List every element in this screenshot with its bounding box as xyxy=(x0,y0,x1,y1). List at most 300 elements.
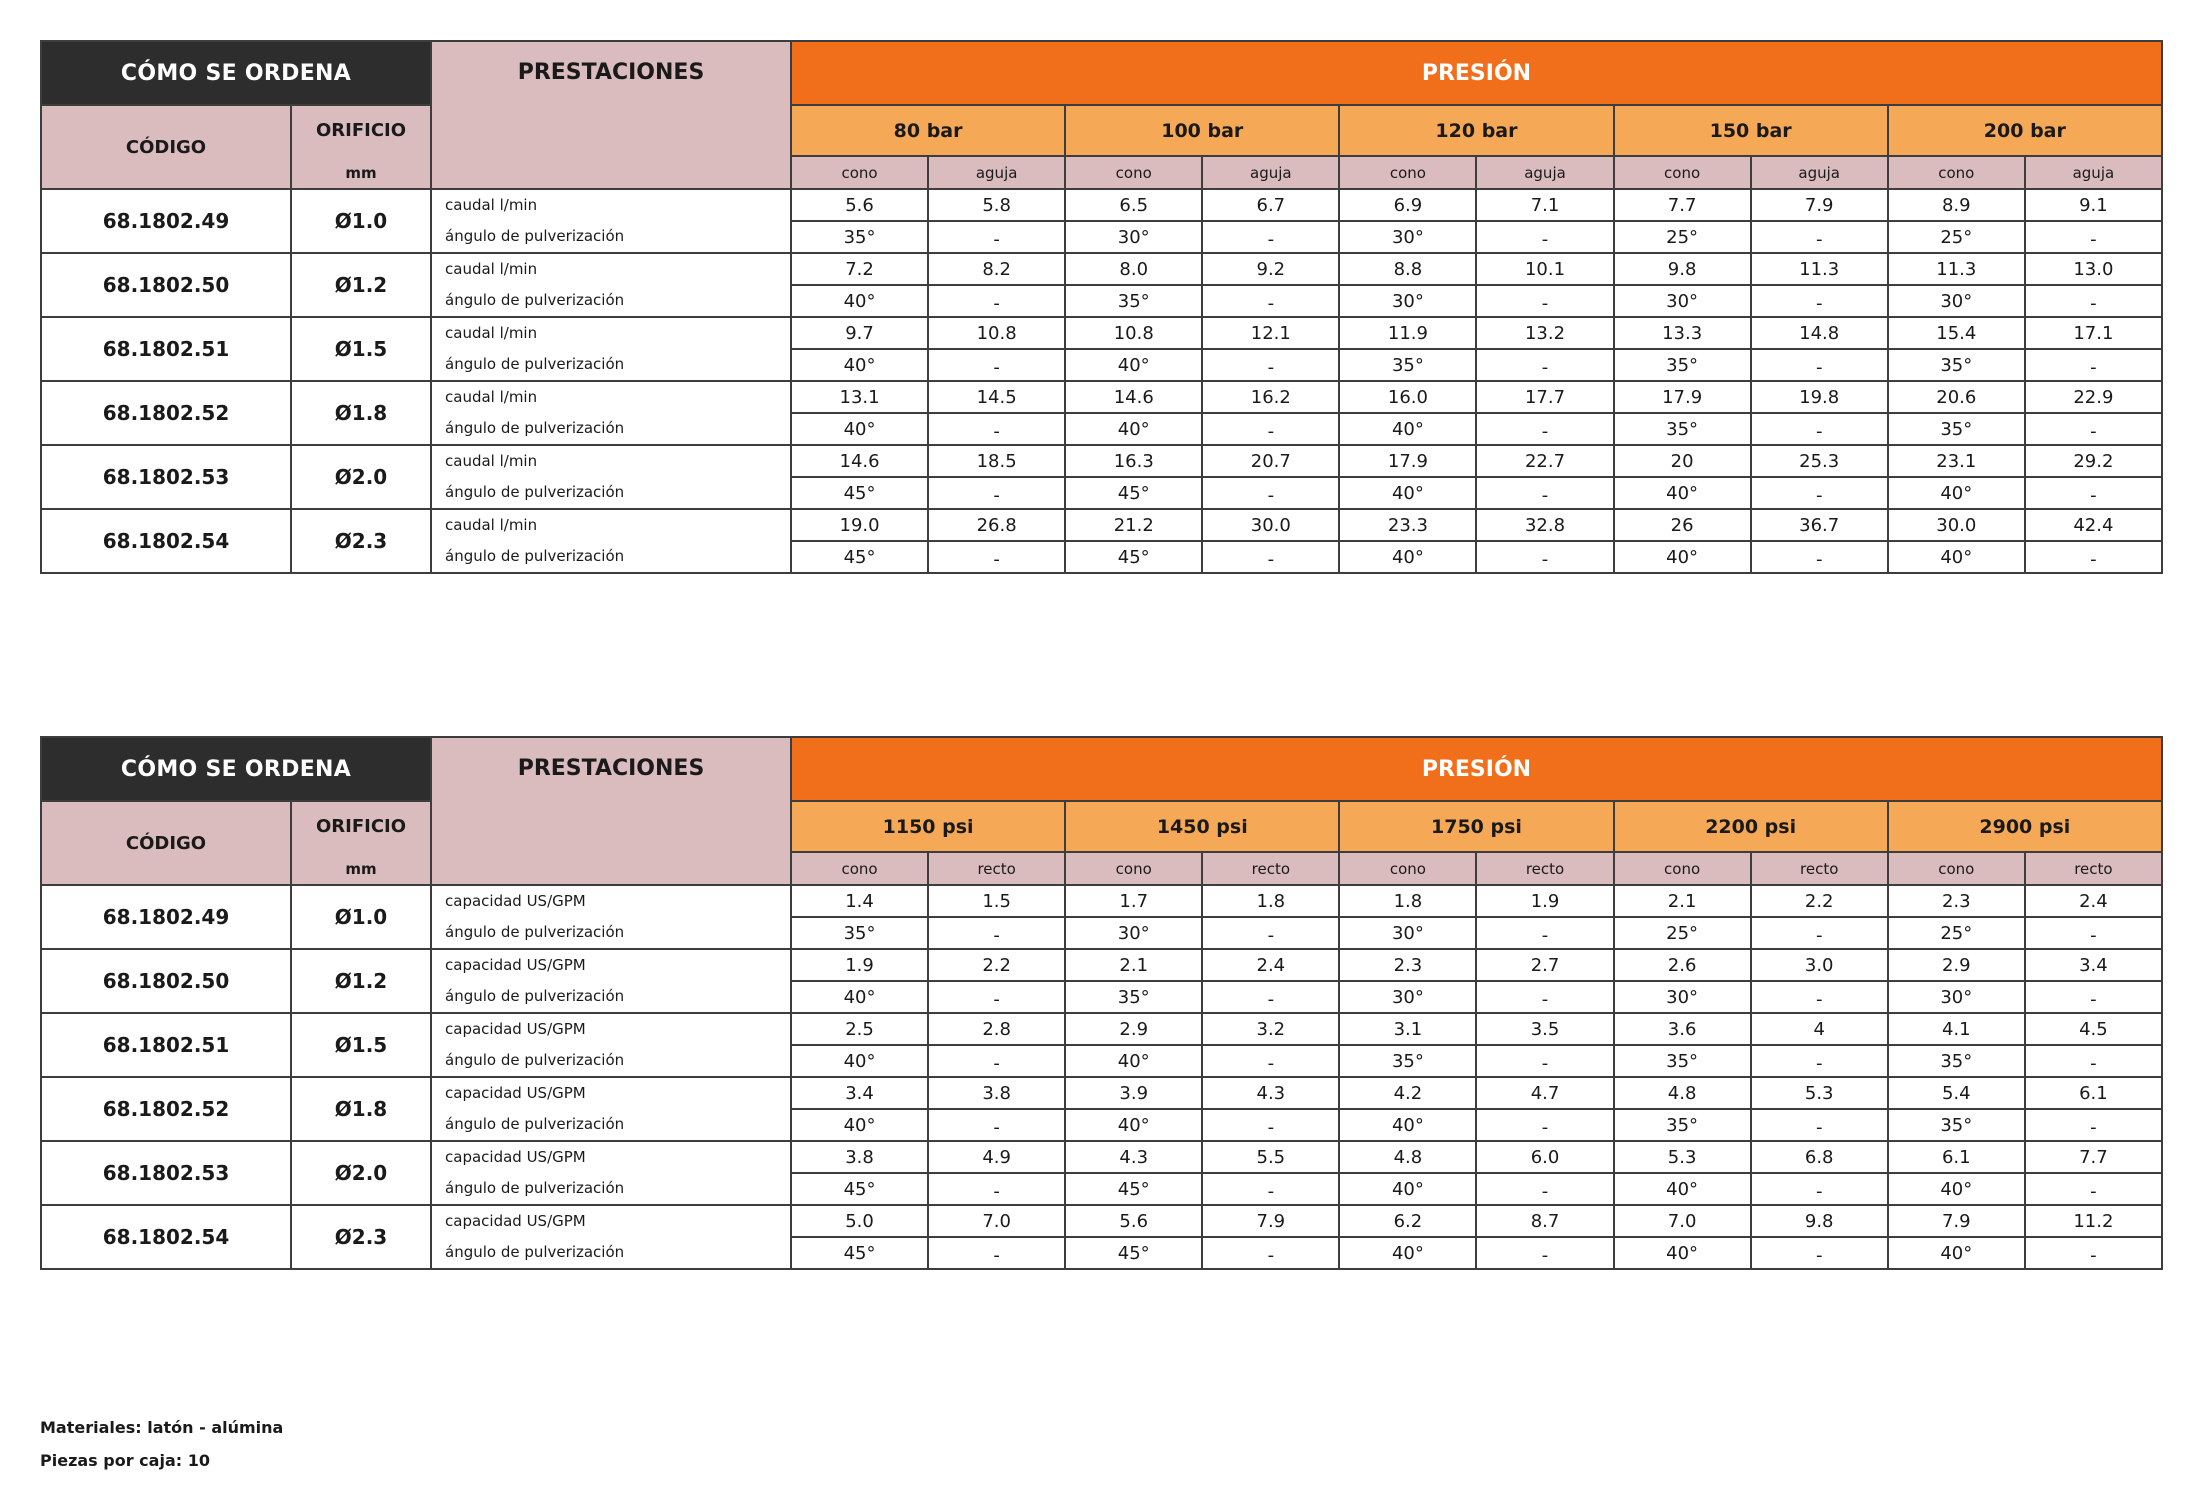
angle-value: - xyxy=(2025,1109,2162,1141)
flow-value: 5.0 xyxy=(791,1205,928,1237)
angle-value: 35° xyxy=(1888,1045,2025,1077)
flow-value: 1.7 xyxy=(1065,885,1202,917)
orifice-size: Ø1.8 xyxy=(291,381,431,445)
performance-labels xyxy=(431,1077,791,1141)
product-code: 68.1802.49 xyxy=(41,189,291,253)
pressure-level-header: 2200 psi xyxy=(1614,801,1888,852)
angle-value: 30° xyxy=(1339,917,1476,949)
flow-value: 11.3 xyxy=(1751,253,1888,285)
angle-value: - xyxy=(1202,285,1339,317)
orifice-size: Ø1.5 xyxy=(291,1013,431,1077)
performance-labels xyxy=(431,509,791,573)
angle-value: 40° xyxy=(1065,1045,1202,1077)
performance-labels xyxy=(431,1205,791,1269)
flow-value: 4.8 xyxy=(1614,1077,1751,1109)
flow-value: 29.2 xyxy=(2025,445,2162,477)
performance-label-stack xyxy=(432,318,790,380)
flow-value: 5.3 xyxy=(1751,1077,1888,1109)
angle-value: 25° xyxy=(1614,917,1751,949)
performance-label-stack xyxy=(432,1142,790,1204)
angle-value: - xyxy=(928,1173,1065,1205)
flow-value: 2.3 xyxy=(1339,949,1476,981)
performance-label-stack xyxy=(432,1078,790,1140)
code-header: CÓDIGO xyxy=(41,105,291,189)
spray-type-header: cono xyxy=(1339,156,1476,189)
flow-value: 8.8 xyxy=(1339,253,1476,285)
flow-value: 14.6 xyxy=(1065,381,1202,413)
angle-value: - xyxy=(928,413,1065,445)
angle-value: - xyxy=(2025,285,2162,317)
angle-value: - xyxy=(1751,1109,1888,1141)
angle-value: - xyxy=(1751,1045,1888,1077)
angle-value: 45° xyxy=(791,1237,928,1269)
flow-value: 23.1 xyxy=(1888,445,2025,477)
flow-value: 7.7 xyxy=(1614,189,1751,221)
table-row xyxy=(41,445,2162,477)
flow-value: 4.7 xyxy=(1476,1077,1613,1109)
angle-value: 40° xyxy=(1065,1109,1202,1141)
flow-value: 7.9 xyxy=(1202,1205,1339,1237)
flow-value: 1.8 xyxy=(1339,885,1476,917)
performance-label-stack xyxy=(432,886,790,948)
flow-value: 11.9 xyxy=(1339,317,1476,349)
flow-value: 7.2 xyxy=(791,253,928,285)
angle-value: 35° xyxy=(1614,1109,1751,1141)
angle-value: 35° xyxy=(791,917,928,949)
flow-value: 2.8 xyxy=(928,1013,1065,1045)
performance-labels xyxy=(431,1141,791,1205)
pressure-level-header: 1450 psi xyxy=(1065,801,1339,852)
flow-value: 2.4 xyxy=(1202,949,1339,981)
table-row xyxy=(41,317,2162,349)
performance-labels xyxy=(431,189,791,253)
flow-value: 3.4 xyxy=(791,1077,928,1109)
angle-label: ángulo de pulverización xyxy=(445,987,625,1005)
angle-value: 40° xyxy=(1888,1237,2025,1269)
flow-value: 42.4 xyxy=(2025,509,2162,541)
flow-label: caudal l/min xyxy=(445,452,538,470)
flow-value: 17.7 xyxy=(1476,381,1613,413)
spray-type-header: cono xyxy=(791,852,928,885)
angle-value: 40° xyxy=(1339,1237,1476,1269)
spray-type-header: recto xyxy=(1476,852,1613,885)
angle-value: - xyxy=(1751,541,1888,573)
flow-value: 36.7 xyxy=(1751,509,1888,541)
spray-type-header: aguja xyxy=(1202,156,1339,189)
flow-value: 4.9 xyxy=(928,1141,1065,1173)
angle-label: ángulo de pulverización xyxy=(445,1179,625,1197)
flow-value: 19.8 xyxy=(1751,381,1888,413)
angle-value: - xyxy=(2025,349,2162,381)
angle-value: - xyxy=(928,477,1065,509)
orifice-size: Ø1.2 xyxy=(291,949,431,1013)
angle-value: 45° xyxy=(1065,541,1202,573)
flow-value: 2.3 xyxy=(1888,885,2025,917)
angle-value: 35° xyxy=(791,221,928,253)
flow-value: 16.0 xyxy=(1339,381,1476,413)
spray-type-header: aguja xyxy=(928,156,1065,189)
flow-value: 3.8 xyxy=(791,1141,928,1173)
header-row-top xyxy=(41,41,2162,105)
flow-value: 5.4 xyxy=(1888,1077,2025,1109)
spray-type-header: cono xyxy=(1888,156,2025,189)
flow-value: 30.0 xyxy=(1202,509,1339,541)
flow-value: 17.9 xyxy=(1339,445,1476,477)
angle-value: 40° xyxy=(1339,413,1476,445)
flow-value: 9.8 xyxy=(1614,253,1751,285)
pressure-level-header: 1750 psi xyxy=(1339,801,1613,852)
angle-value: 30° xyxy=(1339,285,1476,317)
angle-value: 35° xyxy=(1888,1109,2025,1141)
flow-value: 9.2 xyxy=(1202,253,1339,285)
angle-value: 45° xyxy=(1065,1173,1202,1205)
orifice-header-label: ORIFICIO xyxy=(315,816,407,837)
angle-value: - xyxy=(1202,1237,1339,1269)
table-row xyxy=(41,949,2162,981)
angle-value: - xyxy=(1476,917,1613,949)
flow-value: 7.0 xyxy=(1614,1205,1751,1237)
flow-value: 2.9 xyxy=(1888,949,2025,981)
pressure-level-header: 150 bar xyxy=(1614,105,1888,156)
orifice-size: Ø1.0 xyxy=(291,189,431,253)
flow-value: 8.2 xyxy=(928,253,1065,285)
flow-value: 16.2 xyxy=(1202,381,1339,413)
performance-label-stack xyxy=(432,510,790,572)
flow-value: 3.2 xyxy=(1202,1013,1339,1045)
flow-value: 3.9 xyxy=(1065,1077,1202,1109)
angle-value: - xyxy=(1751,1173,1888,1205)
angle-value: - xyxy=(2025,221,2162,253)
flow-value: 6.0 xyxy=(1476,1141,1613,1173)
angle-value: - xyxy=(1202,221,1339,253)
performance-label-stack xyxy=(432,254,790,316)
flow-value: 14.8 xyxy=(1751,317,1888,349)
angle-value: 40° xyxy=(1065,349,1202,381)
flow-value: 20 xyxy=(1614,445,1751,477)
performance-label-stack xyxy=(432,382,790,444)
flow-label: capacidad US/GPM xyxy=(445,1212,586,1230)
angle-value: 25° xyxy=(1888,221,2025,253)
angle-value: - xyxy=(1202,1109,1339,1141)
angle-value: 40° xyxy=(1614,1237,1751,1269)
angle-value: 35° xyxy=(1065,981,1202,1013)
flow-label: capacidad US/GPM xyxy=(445,956,586,974)
spray-type-header: cono xyxy=(791,156,928,189)
orifice-size: Ø2.3 xyxy=(291,509,431,573)
angle-value: 25° xyxy=(1614,221,1751,253)
flow-value: 14.5 xyxy=(928,381,1065,413)
pressure-level-header: 80 bar xyxy=(791,105,1065,156)
angle-value: - xyxy=(1476,981,1613,1013)
flow-value: 7.9 xyxy=(1751,189,1888,221)
angle-value: - xyxy=(1751,413,1888,445)
flow-label: caudal l/min xyxy=(445,388,538,406)
flow-value: 4.1 xyxy=(1888,1013,2025,1045)
spray-type-header: aguja xyxy=(1476,156,1613,189)
flow-value: 22.9 xyxy=(2025,381,2162,413)
angle-label: ángulo de pulverización xyxy=(445,419,625,437)
angle-value: - xyxy=(1202,1173,1339,1205)
pressure-level-header: 1150 psi xyxy=(791,801,1065,852)
flow-value: 11.3 xyxy=(1888,253,2025,285)
angle-value: 45° xyxy=(791,1173,928,1205)
performance-labels xyxy=(431,445,791,509)
flow-value: 8.0 xyxy=(1065,253,1202,285)
flow-value: 3.5 xyxy=(1476,1013,1613,1045)
flow-value: 3.0 xyxy=(1751,949,1888,981)
angle-value: 40° xyxy=(1614,541,1751,573)
angle-value: 25° xyxy=(1888,917,2025,949)
flow-value: 20.6 xyxy=(1888,381,2025,413)
angle-value: - xyxy=(1751,477,1888,509)
spray-type-header: cono xyxy=(1888,852,2025,885)
angle-value: - xyxy=(1751,1237,1888,1269)
angle-value: 30° xyxy=(1065,917,1202,949)
flow-value: 1.8 xyxy=(1202,885,1339,917)
flow-value: 6.7 xyxy=(1202,189,1339,221)
pressure-level-header: 100 bar xyxy=(1065,105,1339,156)
table-row xyxy=(41,1141,2162,1173)
angle-value: - xyxy=(1751,285,1888,317)
flow-value: 2.7 xyxy=(1476,949,1613,981)
angle-value: 30° xyxy=(1065,221,1202,253)
flow-value: 1.9 xyxy=(791,949,928,981)
flow-value: 21.2 xyxy=(1065,509,1202,541)
angle-value: 35° xyxy=(1065,285,1202,317)
angle-value: 45° xyxy=(1065,477,1202,509)
angle-value: - xyxy=(1751,981,1888,1013)
angle-value: 45° xyxy=(791,477,928,509)
performance-header: PRESTACIONES xyxy=(431,737,791,885)
flow-value: 26 xyxy=(1614,509,1751,541)
flow-value: 2.5 xyxy=(791,1013,928,1045)
angle-value: - xyxy=(1202,349,1339,381)
performance-header: PRESTACIONES xyxy=(431,41,791,189)
flow-value: 2.4 xyxy=(2025,885,2162,917)
product-code: 68.1802.53 xyxy=(41,1141,291,1205)
flow-value: 4.3 xyxy=(1202,1077,1339,1109)
flow-value: 4 xyxy=(1751,1013,1888,1045)
orifice-size: Ø2.3 xyxy=(291,1205,431,1269)
angle-value: 40° xyxy=(1339,541,1476,573)
flow-value: 12.1 xyxy=(1202,317,1339,349)
flow-value: 2.1 xyxy=(1614,885,1751,917)
flow-value: 18.5 xyxy=(928,445,1065,477)
orifice-header-unit: mm xyxy=(345,164,377,182)
pressure-level-header: 120 bar xyxy=(1339,105,1613,156)
spec-table-bar xyxy=(40,40,2163,574)
order-header: CÓMO SE ORDENA xyxy=(41,737,431,801)
flow-value: 2.2 xyxy=(1751,885,1888,917)
flow-value: 6.2 xyxy=(1339,1205,1476,1237)
orifice-header-unit: mm xyxy=(345,860,377,878)
angle-value: 40° xyxy=(1888,1173,2025,1205)
angle-value: 40° xyxy=(791,413,928,445)
flow-value: 6.1 xyxy=(1888,1141,2025,1173)
table-row xyxy=(41,1013,2162,1045)
flow-value: 1.4 xyxy=(791,885,928,917)
angle-value: 45° xyxy=(791,541,928,573)
spray-type-header: aguja xyxy=(2025,156,2162,189)
angle-value: 30° xyxy=(1614,285,1751,317)
flow-value: 17.1 xyxy=(2025,317,2162,349)
orifice-header xyxy=(291,105,431,189)
orifice-header-label: ORIFICIO xyxy=(315,120,407,141)
flow-value: 20.7 xyxy=(1202,445,1339,477)
flow-label: capacidad US/GPM xyxy=(445,1084,586,1102)
angle-value: 30° xyxy=(1614,981,1751,1013)
flow-value: 26.8 xyxy=(928,509,1065,541)
flow-value: 19.0 xyxy=(791,509,928,541)
flow-value: 5.3 xyxy=(1614,1141,1751,1173)
angle-value: - xyxy=(1476,541,1613,573)
flow-value: 15.4 xyxy=(1888,317,2025,349)
angle-value: 40° xyxy=(1339,1109,1476,1141)
angle-value: 30° xyxy=(1888,285,2025,317)
angle-value: - xyxy=(1202,917,1339,949)
angle-label: ángulo de pulverización xyxy=(445,1115,625,1133)
flow-value: 5.6 xyxy=(1065,1205,1202,1237)
angle-value: - xyxy=(1751,221,1888,253)
flow-value: 2.1 xyxy=(1065,949,1202,981)
performance-labels xyxy=(431,381,791,445)
flow-label: caudal l/min xyxy=(445,260,538,278)
angle-value: 40° xyxy=(1339,1173,1476,1205)
angle-value: - xyxy=(2025,917,2162,949)
spec-table-psi xyxy=(40,736,2163,1270)
flow-value: 1.9 xyxy=(1476,885,1613,917)
flow-value: 5.5 xyxy=(1202,1141,1339,1173)
angle-label: ángulo de pulverización xyxy=(445,923,625,941)
orifice-header-stack xyxy=(292,106,430,188)
orifice-size: Ø1.0 xyxy=(291,885,431,949)
angle-value: 40° xyxy=(791,285,928,317)
spray-type-header: cono xyxy=(1339,852,1476,885)
table-row xyxy=(41,253,2162,285)
angle-value: 35° xyxy=(1339,1045,1476,1077)
performance-labels xyxy=(431,949,791,1013)
flow-value: 32.8 xyxy=(1476,509,1613,541)
angle-label: ángulo de pulverización xyxy=(445,483,625,501)
flow-value: 10.8 xyxy=(1065,317,1202,349)
angle-value: 40° xyxy=(791,1045,928,1077)
angle-value: 45° xyxy=(1065,1237,1202,1269)
flow-label: capacidad US/GPM xyxy=(445,892,586,910)
flow-value: 7.1 xyxy=(1476,189,1613,221)
flow-value: 17.9 xyxy=(1614,381,1751,413)
flow-value: 22.7 xyxy=(1476,445,1613,477)
flow-value: 4.5 xyxy=(2025,1013,2162,1045)
performance-label-stack xyxy=(432,1206,790,1268)
spray-type-header: cono xyxy=(1065,852,1202,885)
angle-value: - xyxy=(928,1237,1065,1269)
performance-labels xyxy=(431,317,791,381)
flow-value: 4.3 xyxy=(1065,1141,1202,1173)
angle-value: - xyxy=(1476,413,1613,445)
performance-labels xyxy=(431,1013,791,1077)
code-header: CÓDIGO xyxy=(41,801,291,885)
flow-value: 13.1 xyxy=(791,381,928,413)
product-code: 68.1802.54 xyxy=(41,1205,291,1269)
pressure-level-header: 2900 psi xyxy=(1888,801,2162,852)
pieces-note: Piezas por caja: 10 xyxy=(40,1451,210,1470)
flow-label: caudal l/min xyxy=(445,324,538,342)
flow-value: 8.9 xyxy=(1888,189,2025,221)
table-row xyxy=(41,1205,2162,1237)
angle-value: 35° xyxy=(1614,1045,1751,1077)
flow-value: 10.1 xyxy=(1476,253,1613,285)
flow-value: 7.7 xyxy=(2025,1141,2162,1173)
flow-value: 5.8 xyxy=(928,189,1065,221)
angle-value: 35° xyxy=(1614,413,1751,445)
order-header: CÓMO SE ORDENA xyxy=(41,41,431,105)
angle-value: - xyxy=(2025,1045,2162,1077)
angle-label: ángulo de pulverización xyxy=(445,1051,625,1069)
angle-label: ángulo de pulverización xyxy=(445,227,625,245)
angle-value: - xyxy=(1476,1173,1613,1205)
flow-value: 5.6 xyxy=(791,189,928,221)
product-code: 68.1802.54 xyxy=(41,509,291,573)
flow-value: 4.2 xyxy=(1339,1077,1476,1109)
angle-value: - xyxy=(928,1045,1065,1077)
angle-value: 40° xyxy=(1888,477,2025,509)
flow-value: 3.4 xyxy=(2025,949,2162,981)
product-code: 68.1802.53 xyxy=(41,445,291,509)
orifice-header-stack xyxy=(292,802,430,884)
flow-value: 6.5 xyxy=(1065,189,1202,221)
flow-value: 25.3 xyxy=(1751,445,1888,477)
angle-label: ángulo de pulverización xyxy=(445,547,625,565)
flow-value: 30.0 xyxy=(1888,509,2025,541)
flow-value: 13.2 xyxy=(1476,317,1613,349)
angle-value: 35° xyxy=(1888,349,2025,381)
angle-value: - xyxy=(1476,477,1613,509)
spray-type-header: recto xyxy=(1751,852,1888,885)
table-row xyxy=(41,509,2162,541)
flow-value: 4.8 xyxy=(1339,1141,1476,1173)
performance-labels xyxy=(431,885,791,949)
orifice-size: Ø2.0 xyxy=(291,1141,431,1205)
product-code: 68.1802.52 xyxy=(41,1077,291,1141)
performance-labels xyxy=(431,253,791,317)
angle-value: 40° xyxy=(1614,477,1751,509)
performance-label-stack xyxy=(432,446,790,508)
angle-value: - xyxy=(1476,349,1613,381)
angle-value: 40° xyxy=(791,981,928,1013)
pressure-level-header: 200 bar xyxy=(1888,105,2162,156)
angle-value: - xyxy=(2025,1237,2162,1269)
flow-value: 7.0 xyxy=(928,1205,1065,1237)
flow-value: 1.5 xyxy=(928,885,1065,917)
angle-value: 40° xyxy=(791,1109,928,1141)
angle-value: - xyxy=(928,981,1065,1013)
materials-note: Materiales: latón - alúmina xyxy=(40,1418,284,1437)
flow-value: 2.2 xyxy=(928,949,1065,981)
header-row-top xyxy=(41,737,2162,801)
angle-value: - xyxy=(1202,541,1339,573)
flow-value: 10.8 xyxy=(928,317,1065,349)
flow-value: 16.3 xyxy=(1065,445,1202,477)
flow-value: 11.2 xyxy=(2025,1205,2162,1237)
flow-value: 7.9 xyxy=(1888,1205,2025,1237)
angle-value: - xyxy=(1202,1045,1339,1077)
angle-value: - xyxy=(2025,541,2162,573)
angle-value: - xyxy=(1476,1109,1613,1141)
product-code: 68.1802.50 xyxy=(41,949,291,1013)
angle-value: 40° xyxy=(1339,477,1476,509)
angle-value: - xyxy=(928,541,1065,573)
flow-value: 14.6 xyxy=(791,445,928,477)
